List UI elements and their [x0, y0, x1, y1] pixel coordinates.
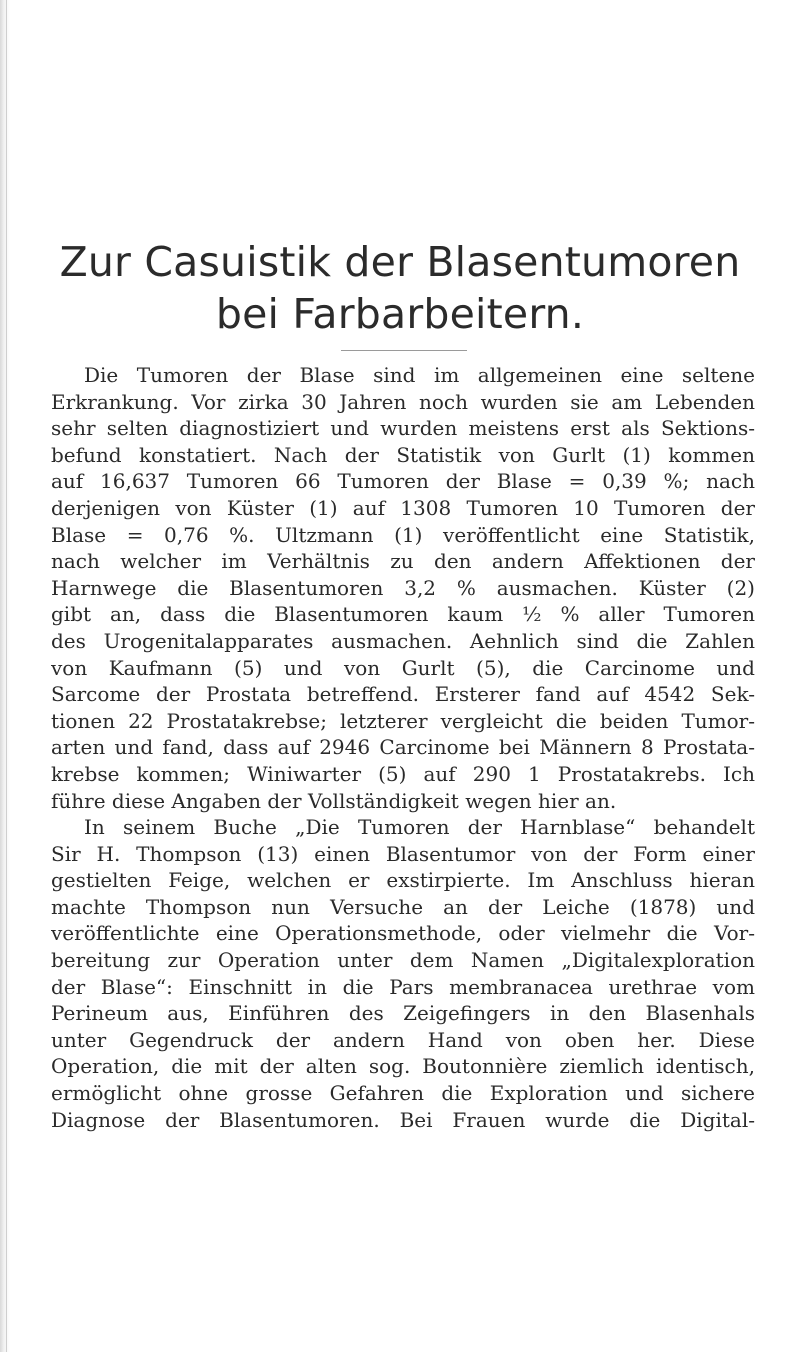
text-line: von Kaufmann (5) und von Gurlt (5), die Carcinome und [51, 655, 755, 680]
text-line: Die Tumoren der Blase sind im allgemeinen eine seltene [84, 363, 755, 387]
text-line: gestielten Feige, welchen er exstirpierte. Im Anschluss hieran [51, 868, 755, 893]
text-line: ermöglicht ohne grosse Gefahren die Exploration und sichere [51, 1081, 755, 1106]
document-title-line-1: Zur Casuistik der Blasentumoren [59, 238, 741, 286]
text-line: des Urogenitalapparates ausmachen. Aehnlich sind die Zahlen [51, 628, 755, 653]
text-line: arten und fand, dass auf 2946 Carcinome bei Männern 8 Prostata- [51, 735, 755, 760]
document-body [51, 362, 755, 1133]
text-line: Perineum aus, Einführen des Zeigefingers in den Blasenhals [51, 1001, 755, 1026]
text-line: nach welcher im Verhältnis zu den andern Affektionen der [51, 549, 755, 574]
text-line: veröffentlichte eine Operationsmethode, oder vielmehr die Vor- [51, 921, 755, 946]
text-line: Sarcome der Prostata betreffend. Ersterer fand auf 4542 Sek- [51, 682, 755, 707]
text-line: tionen 22 Prostatakrebse; letzterer vergleicht die beiden Tumor- [51, 708, 755, 733]
scan-edge-line [6, 0, 7, 1352]
text-line: machte Thompson nun Versuche an der Leiche (1878) und [51, 894, 755, 919]
text-line: derjenigen von Küster (1) auf 1308 Tumoren 10 Tumoren der [51, 495, 755, 520]
document-title-line-2: bei Farbarbeitern. [215, 290, 585, 338]
text-line: krebse kommen; Winiwarter (5) auf 290 1 Prostatakrebs. Ich [51, 761, 755, 786]
text-line: führe diese Angaben der Vollständigkeit wegen hier an. [51, 788, 617, 813]
text-line: In seinem Buche „Die Tumoren der Harnblase“ behandelt [84, 815, 755, 840]
text-line: Erkrankung. Vor zirka 30 Jahren noch wurden sie am Lebenden [51, 389, 755, 414]
scan-edge-shadow [0, 0, 10, 1352]
text-line: bereitung zur Operation unter dem Namen „Digitalexploration [51, 948, 755, 973]
text-line: befund konstatiert. Nach der Statistik von Gurlt (1) kommen [51, 442, 755, 467]
title-divider-rule [341, 350, 467, 351]
text-line: Diagnose der Blasentumoren. Bei Frauen wurde die Digital- [51, 1107, 755, 1132]
text-line: sehr selten diagnostiziert und wurden meistens erst als Sektions- [51, 416, 755, 441]
text-line: Sir H. Thompson (13) einen Blasentumor von der Form einer [51, 841, 755, 866]
text-line: Blase = 0,76 %. Ultzmann (1) veröffentlicht eine Statistik, [51, 522, 755, 547]
text-line: auf 16,637 Tumoren 66 Tumoren der Blase = 0,39 %; nach [51, 469, 755, 494]
text-line: der Blase“: Einschnitt in die Pars membranacea urethrae vom [51, 974, 755, 999]
text-line: gibt an, dass die Blasentumoren kaum ½ % aller Tumoren [51, 602, 755, 627]
text-line: Harnwege die Blasentumoren 3,2 % ausmachen. Küster (2) [51, 575, 755, 600]
text-line: Operation, die mit der alten sog. Boutonnière ziemlich identisch, [51, 1054, 755, 1079]
text-line: unter Gegendruck der andern Hand von oben her. Diese [51, 1027, 755, 1052]
